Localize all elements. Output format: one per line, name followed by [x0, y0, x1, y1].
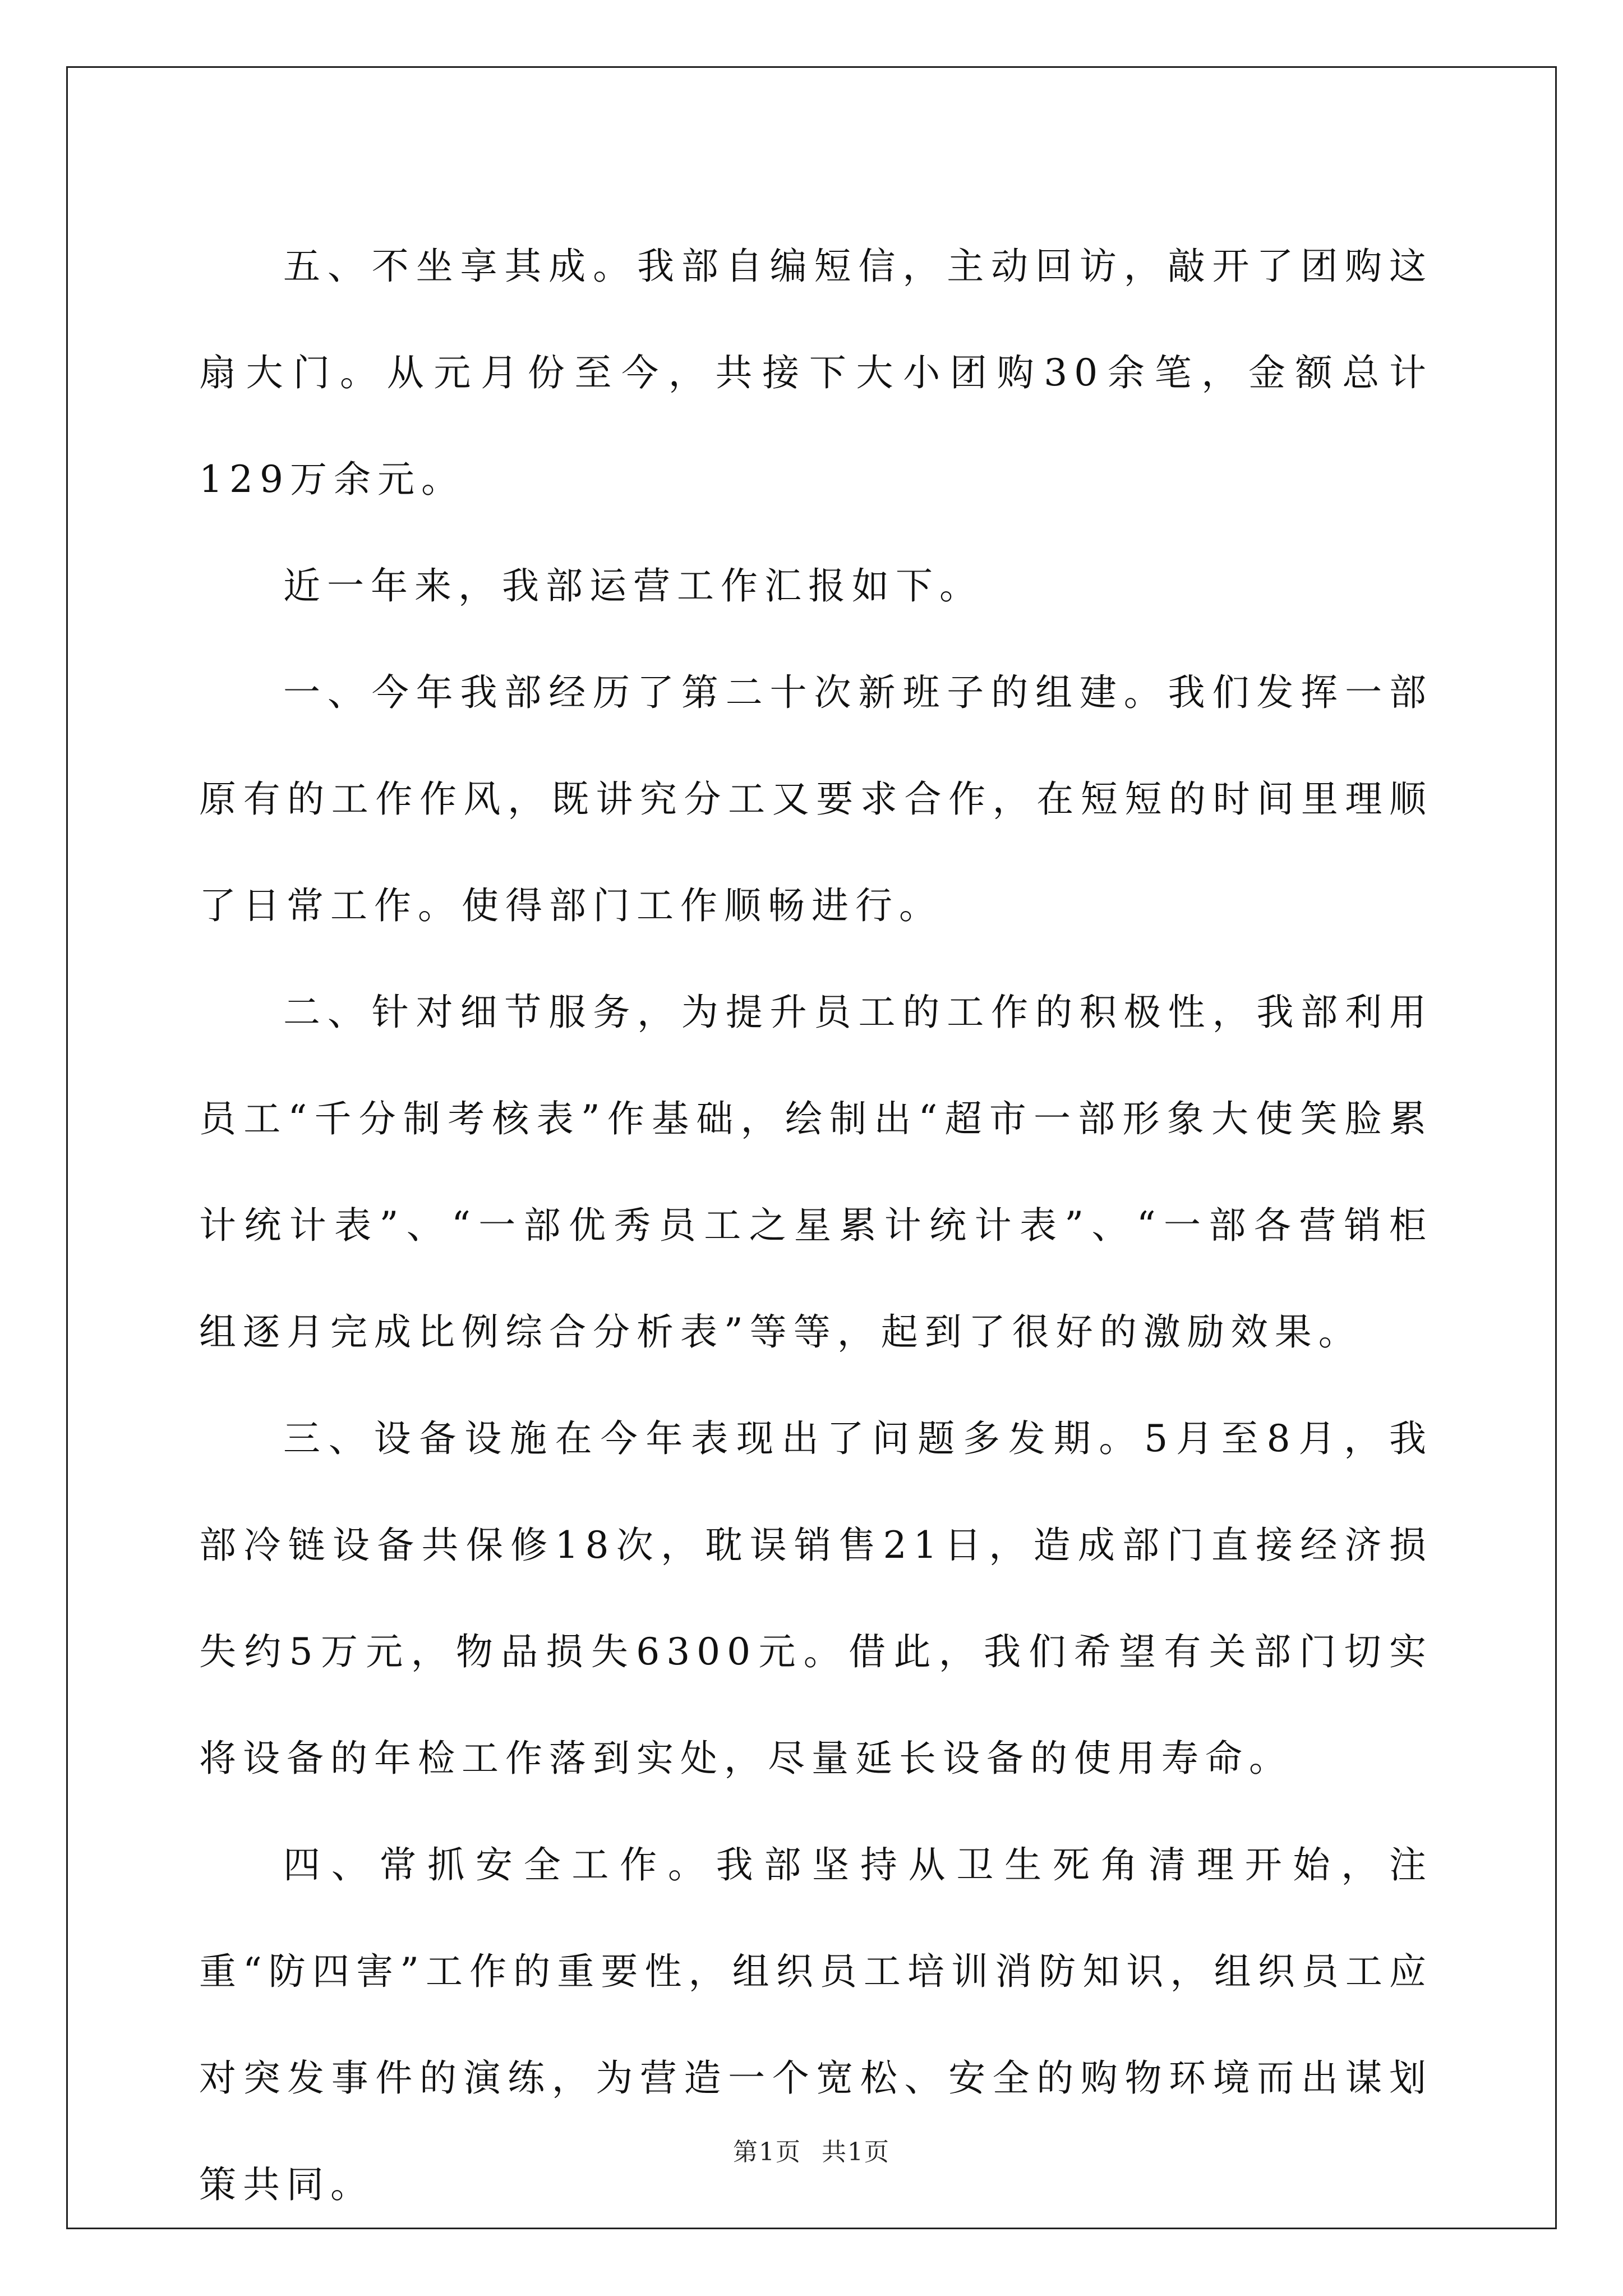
paragraph-5-group-purchase: 五、不坐享其成。我部自编短信，主动回访，敲开了团购这扇大门。从元月份至今，共接下大小团购30余笔，金额总计129万余元。	[199, 245, 1433, 501]
page-total: 共1页	[822, 2138, 890, 2166]
paragraph-1-team: 一、今年我部经历了第二十次新班子的组建。我们发挥一部原有的工作作风，既讲究分工又要求合作，在短短的时间里理顺了日常工作。使得部门工作顺畅进行。	[199, 671, 1433, 927]
paragraph-4-safety: 四、常抓安全工作。我部坚持从卫生死角清理开始，注重“防四害”工作的重要性，组织员工培训消防知识，组织员工应对突发事件的演练，为营造一个宽松、安全的购物环境而出谋划策共同。	[199, 1843, 1433, 2206]
paragraph-intro: 近一年来，我部运营工作汇报如下。	[283, 564, 983, 608]
paragraph-2-service: 二、针对细节服务，为提升员工的工作的积极性，我部利用员工“千分制考核表”作基础，绘制出“超市一部形象大使笑脸累计统计表”、“一部优秀员工之星累计统计表”、“一部各营销柜组逐月完成比例综合分析表”等等，起到了很好的激励效果。	[199, 991, 1433, 1354]
page-footer	[0, 2132, 1623, 2168]
paragraph-3-equipment: 三、设备设施在今年表现出了问题多发期。5月至8月，我部冷链设备共保修18次，耽误销售21日，造成部门直接经济损失约5万元，物品损失6300元。借此，我们希望有关部门切实将设备的年检工作落到实处，尽量延长设备的使用寿命。	[199, 1417, 1433, 1780]
page-number: 第1页	[733, 2138, 801, 2166]
document-body	[199, 213, 1433, 2238]
